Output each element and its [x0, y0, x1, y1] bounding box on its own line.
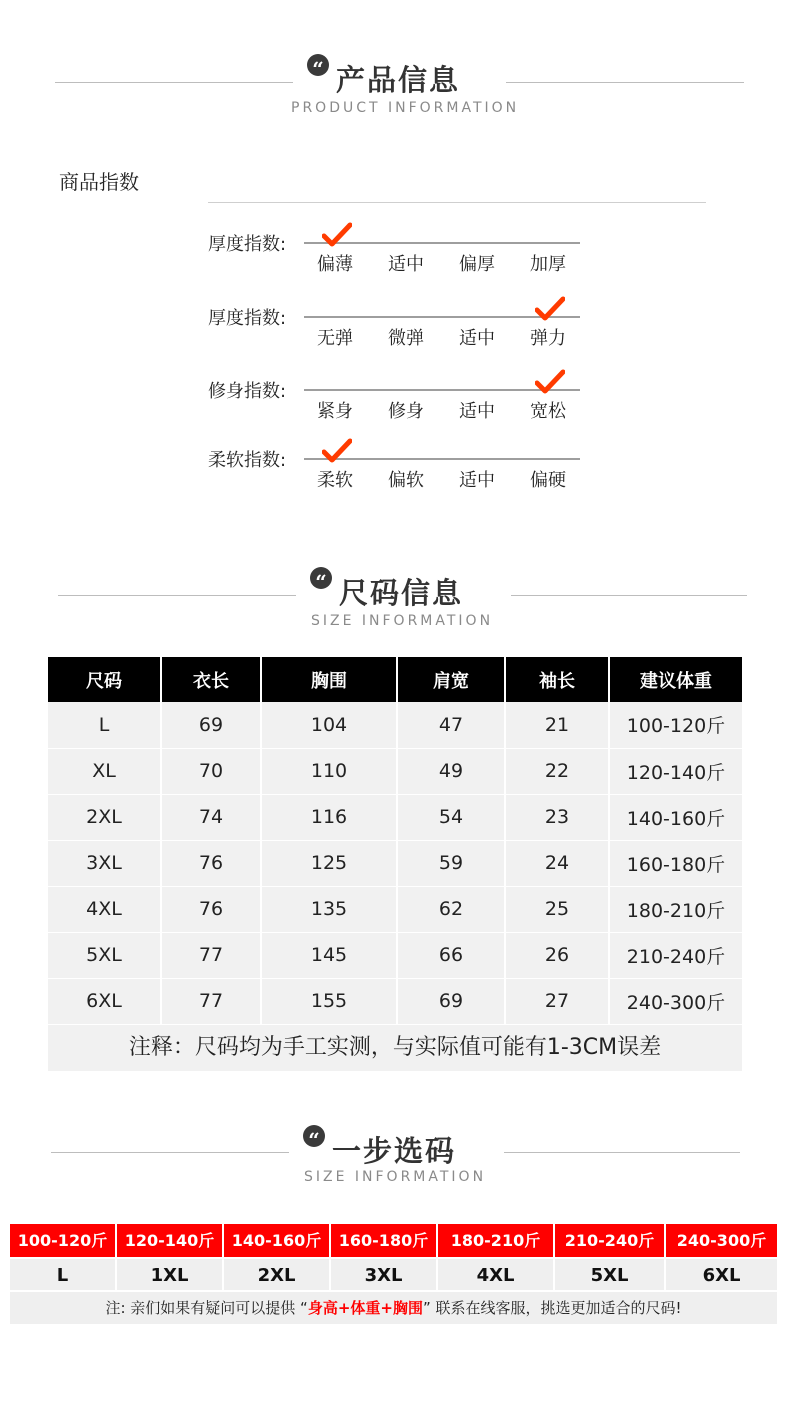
table-cell: 155 [261, 978, 397, 1024]
size-cell: 1XL [117, 1257, 224, 1290]
weight-cell: 210-240斤 [555, 1224, 666, 1257]
index-option: 适中 [388, 254, 424, 275]
weight-cell: 160-180斤 [331, 1224, 438, 1257]
size-cell: 6XL [666, 1257, 777, 1290]
table-cell: 160-180斤 [609, 840, 742, 886]
table-cell: 3XL [48, 840, 161, 886]
header-rule-right [506, 82, 744, 83]
table-row [48, 932, 742, 978]
index-row-label: 修身指数: [208, 381, 287, 402]
header-rule-right [511, 595, 747, 596]
section-title: 产品信息 [336, 63, 461, 97]
table-cell: 27 [505, 978, 609, 1024]
table-cell: 240-300斤 [609, 978, 742, 1024]
section-title: 尺码信息 [339, 576, 464, 610]
table-cell: 22 [505, 748, 609, 794]
size-note: 注释：尺码均为手工实测，与实际值可能有1-3CM误差 [48, 1025, 742, 1071]
section-title: 一步选码 [332, 1134, 457, 1168]
index-row [0, 446, 790, 506]
table-cell: 76 [161, 886, 261, 932]
index-row [0, 230, 790, 290]
table-cell: 180-210斤 [609, 886, 742, 932]
section-subtitle: PRODUCT INFORMATION [291, 100, 520, 116]
size-header-cell: 衣长 [161, 657, 261, 702]
table-cell: 76 [161, 840, 261, 886]
size-header-cell: 肩宽 [397, 657, 505, 702]
table-cell: 77 [161, 978, 261, 1024]
table-cell: 47 [397, 702, 505, 748]
index-option: 适中 [459, 328, 495, 349]
table-cell: 125 [261, 840, 397, 886]
size-header-cell: 胸围 [261, 657, 397, 702]
size-pick-note [10, 1292, 777, 1324]
weight-cell: 100-120斤 [10, 1224, 117, 1257]
section-subtitle: SIZE INFORMATION [304, 1169, 487, 1185]
table-cell: 23 [505, 794, 609, 840]
size-header-cell: 尺码 [48, 657, 161, 702]
note-highlight: 身高+体重+胸围 [307, 1299, 423, 1317]
table-cell: 54 [397, 794, 505, 840]
table-cell: 120-140斤 [609, 748, 742, 794]
quote-icon: “ [307, 54, 329, 76]
table-cell: 210-240斤 [609, 932, 742, 978]
size-cell: 3XL [331, 1257, 438, 1290]
table-row [48, 978, 742, 1024]
product-info-header [0, 50, 790, 120]
header-rule-left [55, 82, 293, 83]
checkmark-icon [535, 296, 565, 322]
weight-cell: 240-300斤 [666, 1224, 777, 1257]
checkmark-icon [322, 222, 352, 248]
header-rule-right [504, 1152, 740, 1153]
index-row-label: 厚度指数: [208, 234, 287, 255]
size-pick-grid [10, 1224, 777, 1324]
table-row [48, 794, 742, 840]
index-row [0, 304, 790, 364]
table-cell: 6XL [48, 978, 161, 1024]
table-cell: 62 [397, 886, 505, 932]
index-option: 偏软 [388, 470, 424, 491]
index-row-label: 柔软指数: [208, 450, 287, 471]
checkmark-icon [322, 438, 352, 464]
size-cell: L [10, 1257, 117, 1290]
header-rule-left [51, 1152, 289, 1153]
index-option: 偏厚 [459, 254, 495, 275]
size-header-cell: 建议体重 [609, 657, 742, 702]
index-option: 宽松 [530, 401, 566, 422]
index-option: 加厚 [530, 254, 566, 275]
table-cell: 140-160斤 [609, 794, 742, 840]
table-cell: 104 [261, 702, 397, 748]
size-table [48, 657, 742, 1025]
table-row [48, 702, 742, 748]
size-cell: 2XL [224, 1257, 331, 1290]
index-option: 适中 [459, 470, 495, 491]
index-option: 偏薄 [317, 254, 353, 275]
size-row [10, 1257, 777, 1290]
index-option: 弹力 [530, 328, 566, 349]
index-option: 柔软 [317, 470, 353, 491]
index-option: 微弹 [388, 328, 424, 349]
table-cell: 59 [397, 840, 505, 886]
index-option: 偏硬 [530, 470, 566, 491]
table-cell: 69 [397, 978, 505, 1024]
weight-cell: 140-160斤 [224, 1224, 331, 1257]
size-cell: 4XL [438, 1257, 555, 1290]
table-cell: 25 [505, 886, 609, 932]
size-info-header [0, 564, 790, 634]
quote-icon: “ [310, 567, 332, 589]
index-row-label: 厚度指数: [208, 308, 287, 329]
index-option: 适中 [459, 401, 495, 422]
quote-icon: “ [303, 1125, 325, 1147]
weight-row [10, 1224, 777, 1257]
size-table-header [48, 657, 742, 702]
index-row [0, 377, 790, 437]
index-option: 无弹 [317, 328, 353, 349]
table-cell: 110 [261, 748, 397, 794]
size-header-cell: 袖长 [505, 657, 609, 702]
table-cell: L [48, 702, 161, 748]
table-cell: 2XL [48, 794, 161, 840]
table-cell: 145 [261, 932, 397, 978]
table-row [48, 886, 742, 932]
table-cell: 66 [397, 932, 505, 978]
index-label: 商品指数 [59, 170, 139, 194]
table-cell: 70 [161, 748, 261, 794]
table-cell: 100-120斤 [609, 702, 742, 748]
table-cell: 116 [261, 794, 397, 840]
section-subtitle: SIZE INFORMATION [311, 613, 494, 629]
size-table-body [48, 702, 742, 1024]
note-prefix: 注: 亲们如果有疑问可以提供 “ [105, 1299, 308, 1317]
table-cell: 49 [397, 748, 505, 794]
weight-cell: 180-210斤 [438, 1224, 555, 1257]
checkmark-icon [535, 369, 565, 395]
table-cell: 5XL [48, 932, 161, 978]
table-cell: 21 [505, 702, 609, 748]
header-rule-left [58, 595, 296, 596]
size-cell: 5XL [555, 1257, 666, 1290]
table-row [48, 748, 742, 794]
weight-cell: 120-140斤 [117, 1224, 224, 1257]
table-cell: 69 [161, 702, 261, 748]
table-cell: 135 [261, 886, 397, 932]
table-cell: 77 [161, 932, 261, 978]
index-option: 修身 [388, 401, 424, 422]
table-cell: 4XL [48, 886, 161, 932]
table-cell: 24 [505, 840, 609, 886]
note-suffix: ” 联系在线客服，挑选更加适合的尺码! [422, 1299, 682, 1317]
index-option: 紧身 [317, 401, 353, 422]
size-pick-header [0, 1122, 790, 1192]
index-divider [208, 202, 706, 203]
table-cell: XL [48, 748, 161, 794]
table-row [48, 840, 742, 886]
table-cell: 26 [505, 932, 609, 978]
table-cell: 74 [161, 794, 261, 840]
